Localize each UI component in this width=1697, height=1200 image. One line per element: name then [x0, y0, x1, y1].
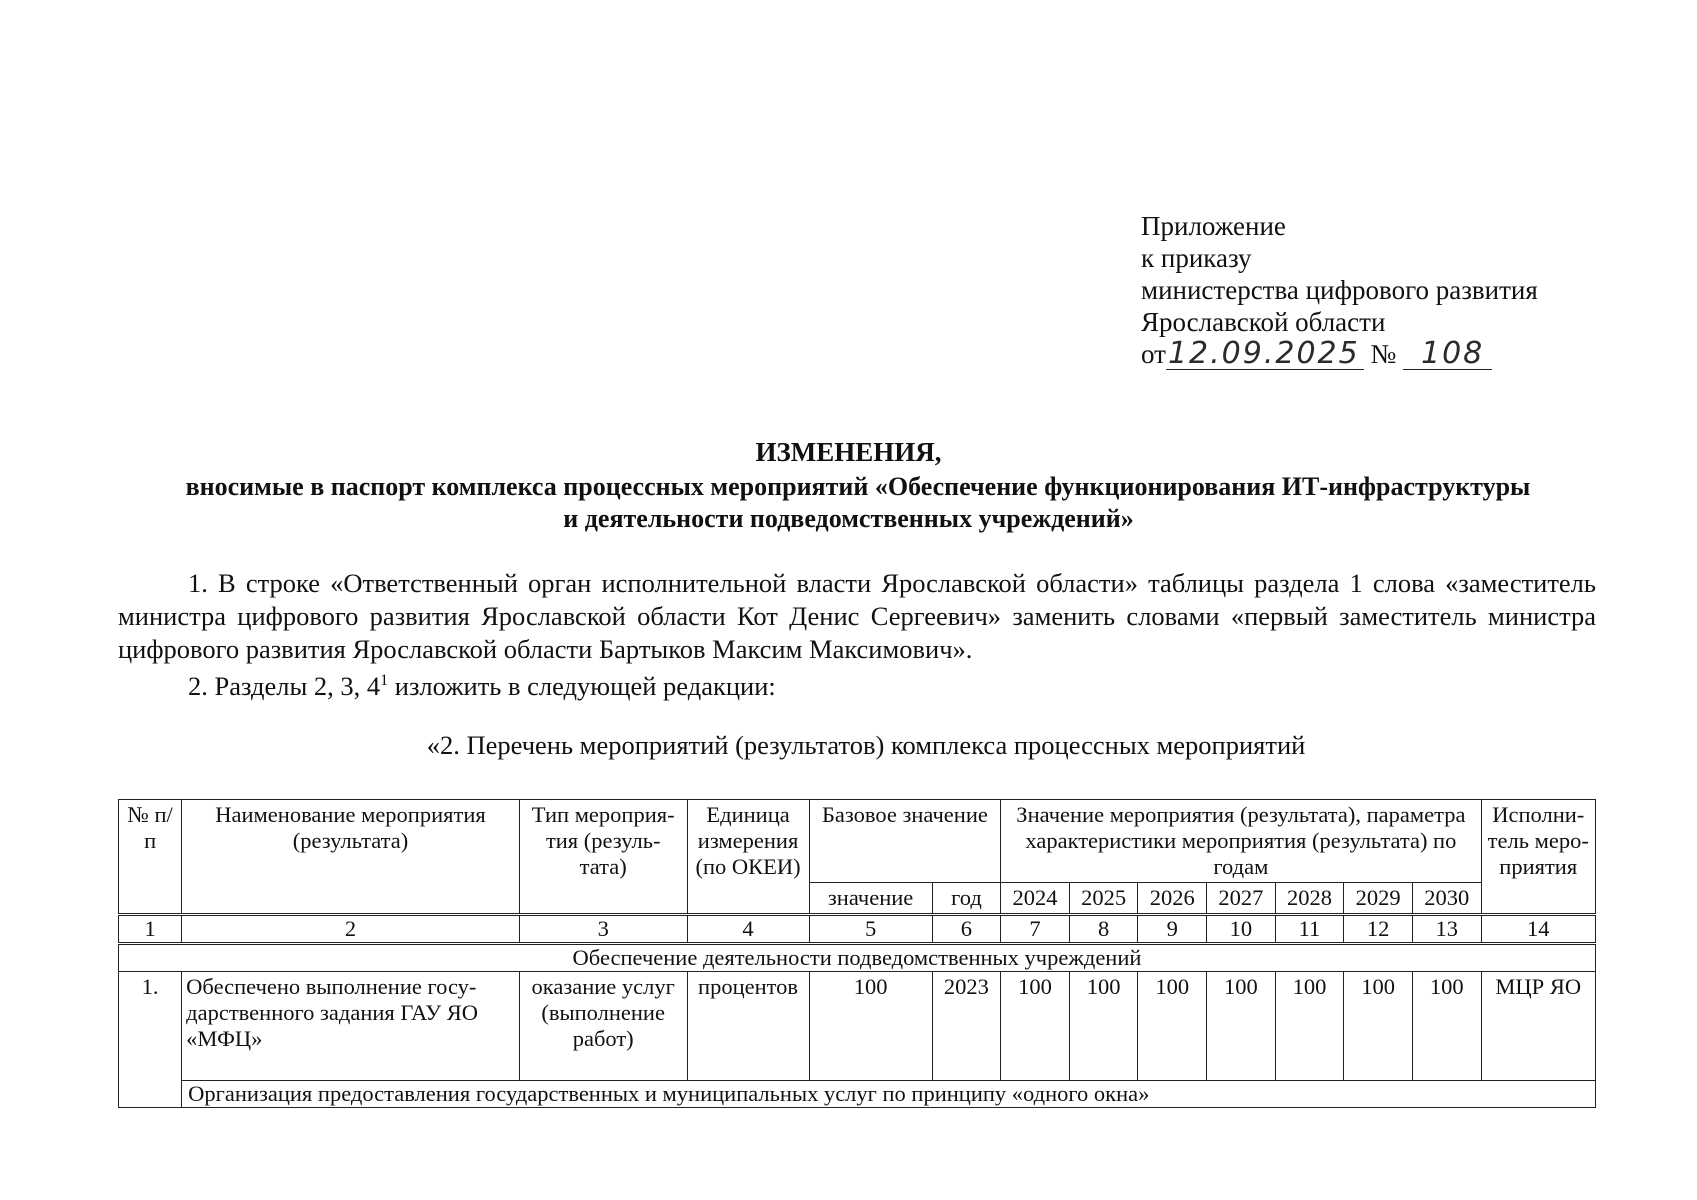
row-name: Обеспечено выполнение госу-дарственного задания ГАУ ЯО «МФЦ»: [182, 972, 520, 1081]
paragraph-2-text-end: изложить в следующей редакции:: [388, 670, 776, 701]
header-year: 2026: [1138, 883, 1207, 915]
column-number: 14: [1481, 915, 1595, 944]
row-type: оказание услуг (выполнение работ): [519, 972, 687, 1081]
header-base-year: год: [932, 883, 1001, 915]
appendix-date-number-line: [1141, 338, 1538, 372]
column-number: 4: [687, 915, 809, 944]
row-value: 100: [1069, 972, 1138, 1081]
column-numbers-row: [119, 915, 1596, 944]
document-subtitle-line-2: и деятельности подведомственных учреждений»: [563, 504, 1134, 533]
appendix-line-1: Приложение: [1141, 211, 1286, 241]
order-number-handwritten: 108: [1403, 339, 1492, 370]
paragraph-2: [188, 664, 1488, 703]
header-year: 2029: [1344, 883, 1413, 915]
column-number: 11: [1275, 915, 1344, 944]
header-year: 2027: [1207, 883, 1276, 915]
column-number: 6: [932, 915, 1001, 944]
date-handwritten: 12.09.2025: [1166, 339, 1364, 370]
sub-row: [119, 1081, 1596, 1108]
row-unit: процентов: [687, 972, 809, 1081]
header-type: Тип мероприя-тия (резуль-тата): [519, 800, 687, 915]
row-value: 100: [1344, 972, 1413, 1081]
header-base: Базовое значение: [809, 800, 1001, 883]
paragraph-1: [118, 567, 1596, 666]
measures-table: [118, 799, 1596, 1108]
section-row-label: Обеспечение деятельности подведомственных учреждений: [119, 944, 1596, 972]
header-year: 2025: [1069, 883, 1138, 915]
row-value: 100: [1275, 972, 1344, 1081]
header-name: Наименование мероприятия (результата): [182, 800, 520, 915]
column-number: 12: [1344, 915, 1413, 944]
row-value: 100: [1412, 972, 1481, 1081]
number-label: №: [1370, 339, 1397, 369]
column-number: 5: [809, 915, 932, 944]
row-value: 100: [1207, 972, 1276, 1081]
appendix-block: [1141, 210, 1538, 372]
column-number: 1: [119, 915, 182, 944]
row-base-value: 100: [809, 972, 932, 1081]
row-base-year: 2023: [932, 972, 1001, 1081]
header-year: 2030: [1412, 883, 1481, 915]
paragraph-2-text-start: 2. Разделы 2, 3, 4: [188, 670, 381, 701]
column-number: 8: [1069, 915, 1138, 944]
paragraph-2-superscript: 1: [380, 672, 389, 689]
appendix-line-2: к приказу: [1141, 243, 1252, 273]
header-base-value: значение: [809, 883, 932, 915]
column-number: 3: [519, 915, 687, 944]
header-executor: Исполни-тель меро-приятия: [1481, 800, 1595, 915]
document-subtitle-line-1: вносимые в паспорт комплекса процессных мероприятий «Обеспечение функционирования ИТ-инфраструктуры: [185, 472, 1531, 501]
header-unit: Единица измерения (по ОКЕИ): [687, 800, 809, 915]
column-number: 2: [182, 915, 520, 944]
column-number: 10: [1207, 915, 1276, 944]
column-number: 7: [1001, 915, 1070, 944]
section-title: «2. Перечень мероприятий (результатов) комплекса процессных мероприятий: [426, 730, 1306, 760]
header-year: 2028: [1275, 883, 1344, 915]
document-title: ИЗМЕНЕНИЯ,: [755, 437, 942, 467]
sub-row-label: Организация предоставления государственных и муниципальных услуг по принципу «одного окна»: [182, 1081, 1596, 1108]
from-label: от: [1141, 339, 1166, 369]
column-number: 9: [1138, 915, 1207, 944]
row-value: 100: [1001, 972, 1070, 1081]
paragraph-1-text: 1. В строке «Ответственный орган исполнительной власти Ярославской области» таблицы раздела 1 слова «заместитель министра цифрового развития Ярославской области Кот Денис Сергеевич» заменить словами «первый заместитель министра цифрового развития Ярославской области Бартыков Максим Максимович».: [118, 568, 1596, 664]
table-header-row: [119, 800, 1596, 883]
column-number: 13: [1412, 915, 1481, 944]
row-num: 1.: [119, 972, 182, 1108]
row-value: 100: [1138, 972, 1207, 1081]
section-row: [119, 944, 1596, 972]
header-values: Значение мероприятия (результата), параметра характеристики мероприятия (результата) по годам: [1001, 800, 1481, 883]
row-executor: МЦР ЯО: [1481, 972, 1595, 1081]
header-year: 2024: [1001, 883, 1070, 915]
appendix-line-4: Ярославской области: [1141, 307, 1386, 337]
table-row: [119, 972, 1596, 1081]
appendix-line-3: министерства цифрового развития: [1141, 275, 1538, 305]
header-num: № п/п: [119, 800, 182, 915]
